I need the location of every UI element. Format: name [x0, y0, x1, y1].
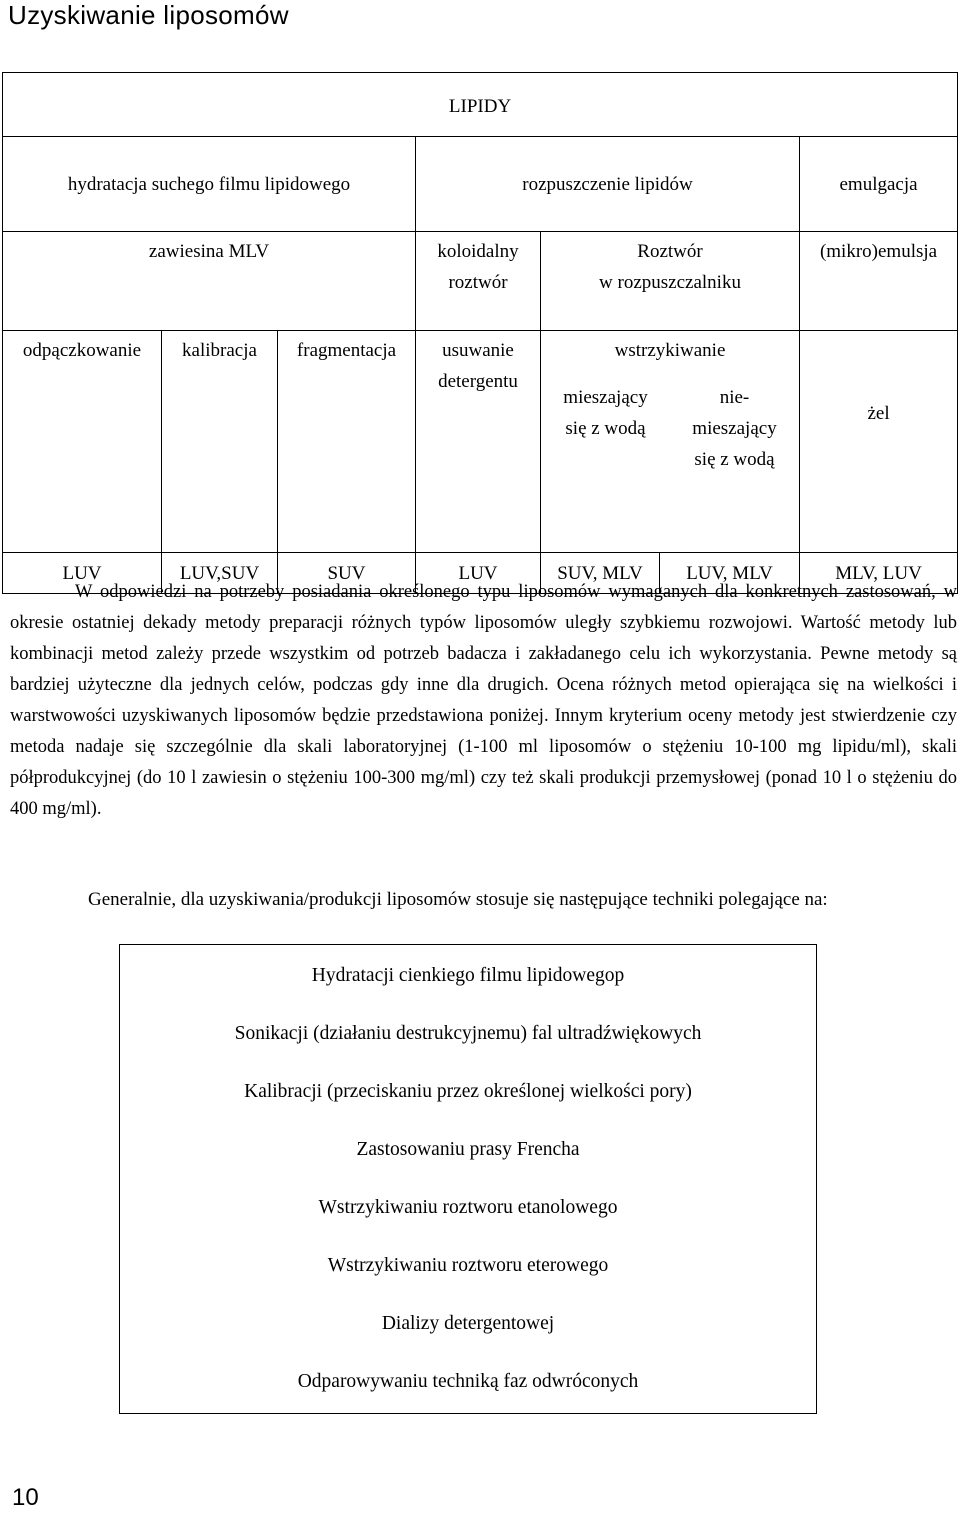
process-detergent-removal — [416, 331, 541, 553]
lipid-methods-diagram — [2, 72, 958, 594]
immiscible-line-1: nie- — [719, 387, 750, 408]
technique-item: Odparowywaniu techniką faz odwróconych — [297, 1371, 639, 1392]
solution-line-2: w rozpuszczalniku — [599, 272, 741, 293]
technique-item: Zastosowaniu prasy Frencha — [356, 1139, 580, 1160]
technique-item: Kalibracji (przeciskaniu przez określonej wielkości pory) — [244, 1081, 692, 1102]
process-fragmentation: fragmentacja — [278, 331, 416, 553]
method-hydration: hydratacja suchego filmu lipidowego — [3, 137, 416, 232]
result-cell: LUV,SUV — [162, 553, 278, 594]
process-calibration: kalibracja — [162, 331, 278, 553]
techniques-box — [119, 944, 817, 1414]
techniques-intro: Generalnie, dla uzyskiwania/produkcji liposomów stosuje się następujące techniki polegające na: — [88, 889, 828, 910]
result-cell: LUV, MLV — [660, 553, 800, 594]
solution-line-1: Roztwór — [637, 241, 703, 262]
dispersion-colloidal — [416, 232, 541, 331]
method-emulsification: emulgacja — [800, 137, 958, 232]
injection-label: wstrzykiwanie — [614, 340, 726, 361]
injection-miscible — [541, 382, 670, 475]
technique-item: Wstrzykiwaniu roztworu eterowego — [327, 1255, 609, 1276]
process-gel — [800, 331, 958, 553]
colloidal-line-2: roztwór — [448, 272, 508, 293]
body-paragraph: W odpowiedzi na potrzeby posiadania określonego typu liposomów wymaganych dla konkretnych zastosowań, w okresie ostatniej dekady metody preparacji różnych typów liposomów uległy szybkiemu rozwojowi. Wartość metody lub kombinacji metod zależy przede wszystkim od potrzeb badacza i zakładanego celu ich wykorzystania. Pewne metody są bardziej użyteczne dla jednych celów, podczas gdy inne dla drugich. Ocena różnych metod opierająca się na wielkości i warstwowości uzyskiwanych liposomów będzie przedstawiona poniżej. Innym kryterium oceny metody jest stwierdzenie czy metoda nadaje się szczególnie dla skali laboratoryjnej (1-100 ml liposomów o stężeniu 10-100 mg lipidu/ml), skali półprodukcyjnej (do 10 l zawiesin o stężeniu 100-300 mg/ml) czy też skali produkcji przemysłowej (ponad 10 l o stężeniu do 400 mg/ml). — [10, 582, 957, 819]
lipidy-cell: LIPIDY — [3, 73, 958, 137]
technique-item: Dializy detergentowej — [381, 1313, 555, 1334]
technique-item: Hydratacji cienkiego filmu lipidowegop — [311, 965, 625, 986]
miscible-line-1: mieszający — [563, 387, 648, 408]
immiscible-line-3: się z wodą — [694, 449, 775, 470]
dispersion-mlv: zawiesina MLV — [3, 232, 416, 331]
dispersion-solution — [541, 232, 800, 331]
process-budding: odpączkowanie — [3, 331, 162, 553]
injection-immiscible — [670, 382, 799, 475]
miscible-line-2: się z wodą — [565, 418, 646, 439]
gel-label: żel — [867, 403, 890, 424]
detergent-line-2: detergentu — [438, 371, 518, 392]
dispersion-emulsion: (mikro)emulsja — [800, 232, 958, 331]
process-injection — [541, 331, 800, 553]
result-cell: SUV, MLV — [541, 553, 660, 594]
result-cell: SUV — [278, 553, 416, 594]
result-cell: LUV — [3, 553, 162, 594]
immiscible-line-2: mieszający — [692, 418, 777, 439]
colloidal-line-1: koloidalny — [437, 241, 519, 262]
result-cell: LUV — [416, 553, 541, 594]
technique-item: Wstrzykiwaniu roztworu etanolowego — [318, 1197, 618, 1218]
detergent-line-1: usuwanie — [442, 340, 514, 361]
page-number: 10 — [12, 1484, 39, 1511]
result-cell: MLV, LUV — [800, 553, 958, 594]
page-title: Uzyskiwanie liposomów — [8, 0, 289, 30]
technique-item: Sonikacji (działaniu destrukcyjnemu) fal ultradźwiękowych — [234, 1023, 702, 1044]
method-dissolution: rozpuszczenie lipidów — [416, 137, 800, 232]
